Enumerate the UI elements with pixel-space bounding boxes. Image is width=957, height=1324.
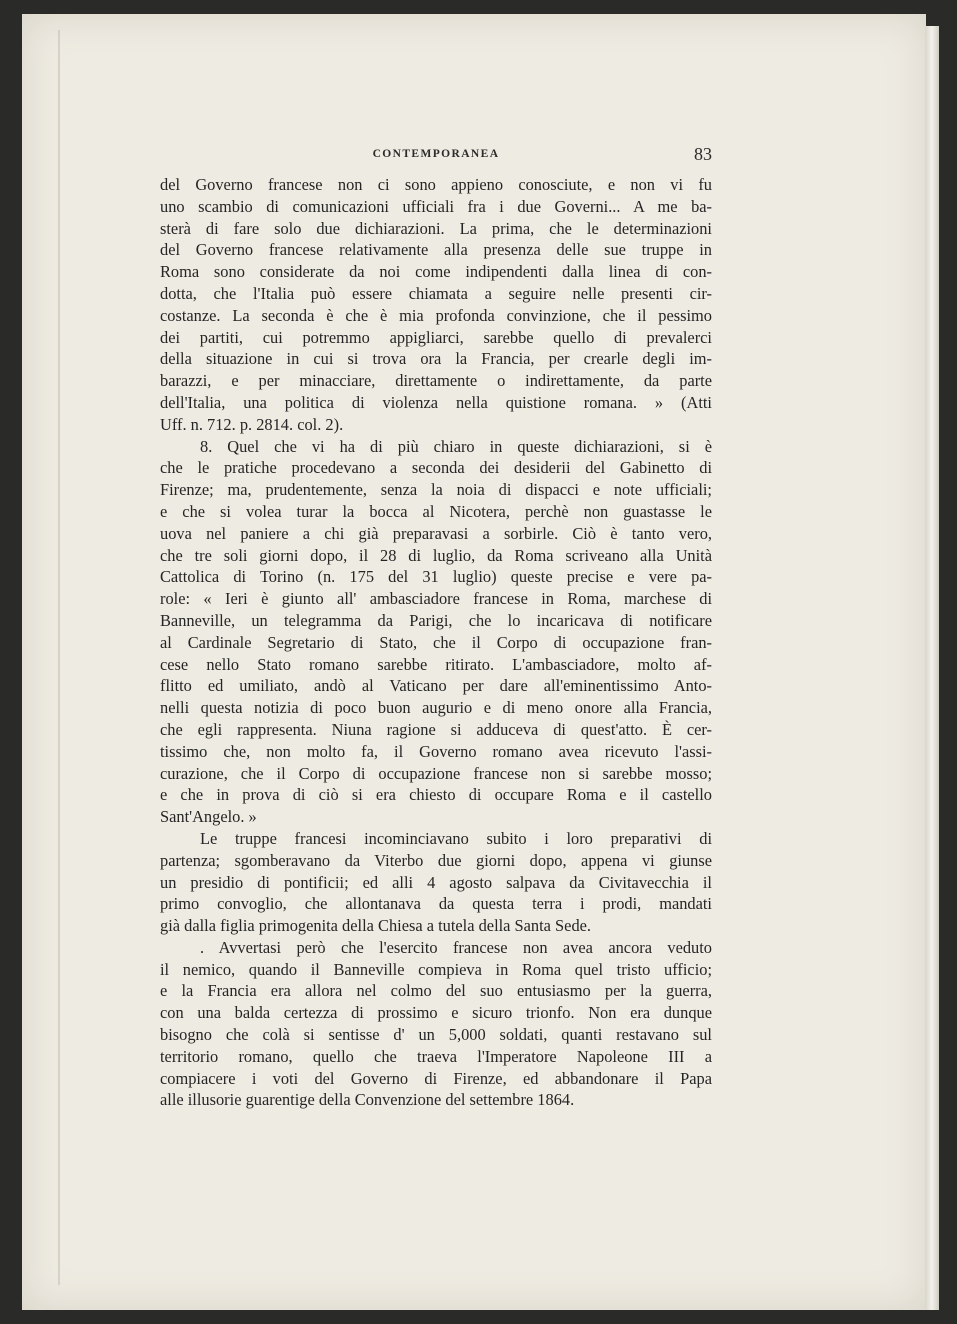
text-line: primo convoglio, che allontanava da questa terra i prodi, mandati: [160, 894, 712, 914]
text-line: cese nello Stato romano sarebbe ritirato. L'ambasciadore, molto af-: [160, 654, 712, 674]
text-line: Banneville, un telegramma da Parigi, che lo incaricava di notificare: [160, 610, 712, 630]
text-line: tissimo che, non molto fa, il Governo romano avea ricevuto l'assi-: [160, 741, 712, 761]
text-line: role: « Ieri è giunto all' ambasciadore francese in Roma, marchese di: [160, 589, 712, 609]
text-line: e che si volea turar la bocca al Nicotera, perchè non guastasse le: [160, 501, 712, 521]
text-line: Sant'Angelo. »: [160, 807, 257, 827]
text-line: un presidio di pontificii; ed alli 4 agosto salpava da Civitavecchia il: [160, 872, 712, 892]
text-line: Cattolica di Torino (n. 175 del 31 luglio) queste precise e vere pa-: [160, 567, 712, 587]
text-line: con una balda certezza di prossimo e sicuro trionfo. Non era dunque: [160, 1003, 712, 1023]
running-head: [160, 144, 712, 170]
text-line: sterà di fare solo due dichiarazioni. La prima, che le determinazioni: [160, 218, 712, 238]
text-line: che le pratiche procedevano a seconda dei desiderii del Gabinetto di: [160, 458, 712, 478]
text-line: curazione, che il Corpo di occupazione francese non si sarebbe mosso;: [160, 763, 712, 783]
text-line: Roma sono considerate da noi come indipendenti dalla linea di con-: [160, 262, 712, 282]
paragraph-start-line: . Avvertasi però che l'esercito francese non avea ancora veduto: [200, 937, 712, 957]
text-line: barazzi, e per minacciare, direttamente o indirettamente, da parte: [160, 371, 712, 391]
text-line: e la Francia era allora nel colmo del suo entusiasmo per la guerra,: [160, 981, 712, 1001]
text-line: compiacere i voti del Governo di Firenze, ed abbandonare il Papa: [160, 1068, 712, 1088]
text-line: il nemico, quando il Banneville compieva in Roma quel tristo ufficio;: [160, 959, 712, 979]
text-line: nelli questa notizia di poco buon augurio e di meno onore alla Francia,: [160, 698, 712, 718]
text-line: bisogno che colà si sentisse d' un 5,000 soldati, quanti restavano sul: [160, 1025, 712, 1045]
text-line: territorio romano, quello che traeva l'Imperatore Napoleone III a: [160, 1046, 712, 1066]
text-line: della situazione in cui si trova ora la Francia, per crearle degli im-: [160, 349, 712, 369]
text-line: uova nel paniere a chi già preparavasi a sorbirle. Ciò è tanto vero,: [160, 523, 712, 543]
text-line: alle illusorie guarentige della Convenzione del settembre 1864.: [160, 1090, 575, 1110]
text-line: uno scambio di comunicazioni ufficiali fra i due Governi... A me ba-: [160, 196, 712, 216]
text-line: già dalla figlia primogenita della Chiesa a tutela della Santa Sede.: [160, 916, 592, 936]
text-line: costanze. La seconda è che è mia profonda convinzione, che il pessimo: [160, 305, 712, 325]
paragraph-start-line: Le truppe francesi incominciavano subito i loro preparativi di: [200, 828, 712, 848]
running-title: CONTEMPORANEA: [372, 148, 500, 160]
text-line: Uff. n. 712. p. 2814. col. 2).: [160, 414, 344, 434]
text-line: flitto ed umiliato, andò al Vaticano per dare all'eminentissimo Anto-: [160, 676, 712, 696]
text-line: al Cardinale Segretario di Stato, che il Corpo di occupazione fran-: [160, 632, 712, 652]
text-line: dei partiti, cui potremmo appigliarci, sarebbe quello di prevalerci: [160, 327, 712, 347]
text-line: partenza; sgomberavano da Viterbo due giorni dopo, appena vi giunse: [160, 850, 712, 870]
text-line: Firenze; ma, prudentemente, senza la noia di dispacci e note ufficiali;: [160, 480, 712, 500]
paragraph-start-line: 8. Quel che vi ha di più chiaro in queste dichiarazioni, si è: [200, 436, 712, 456]
page-number: 83: [694, 144, 712, 164]
binding-fold: [58, 30, 60, 1285]
text-line: del Governo francese relativamente alla presenza delle sue truppe in: [160, 240, 712, 260]
text-line: che egli rappresenta. Niuna ragione si adduceva di quest'atto. È cer-: [160, 719, 712, 739]
text-line: e che in prova di ciò si era chiesto di occupare Roma e il castello: [160, 785, 712, 805]
text-line: del Governo francese non ci sono appieno conosciute, e non vi fu: [160, 175, 712, 194]
page-edge: [925, 26, 939, 1310]
text-line: che tre soli giorni dopo, il 28 di luglio, da Roma scriveano alla Unità: [160, 545, 712, 565]
body-text: [160, 174, 712, 1111]
text-line: dotta, che l'Italia può essere chiamata a seguire nelle presenti cir-: [160, 283, 712, 303]
text-line: dell'Italia, una politica di violenza nella quistione romana. » (Atti: [160, 392, 712, 412]
